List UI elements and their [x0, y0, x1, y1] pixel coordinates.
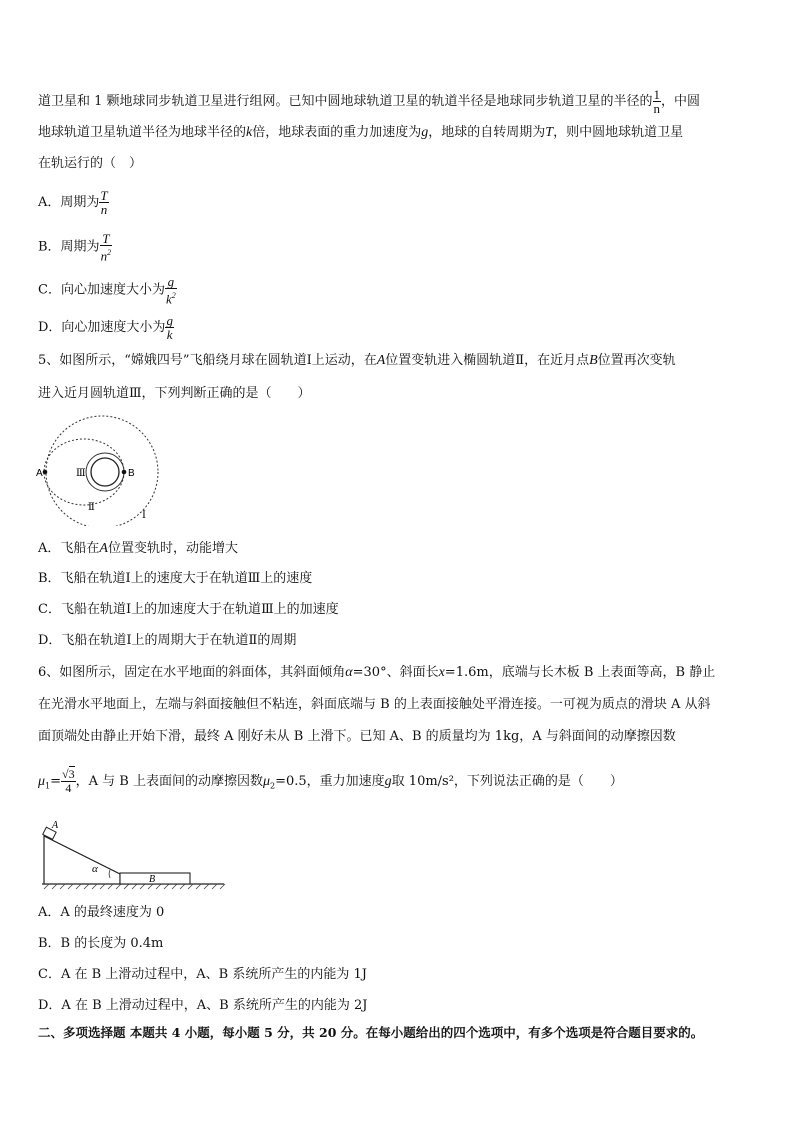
point-a: [43, 470, 48, 475]
q5-option-b[interactable]: B．飞船在轨道Ⅰ上的速度大于在轨道Ⅲ上的速度: [38, 571, 313, 586]
q5-stem-line-1: 5、如图所示，“嫦娥四号”飞船绕月球在圆轨道Ⅰ上运动，在A位置变轨进入椭圆轨道Ⅱ，在近月点B位置再次变轨: [38, 353, 676, 368]
angle-arc: [109, 870, 110, 878]
q4-option-d-fraction: $\frac{g}{k}$: [166, 313, 173, 342]
q5-orbit-diagram: [36, 414, 164, 526]
q6-option-c[interactable]: C．A 在 B 上滑动过程中，A、B 系统所产生的内能为 1J: [38, 967, 367, 982]
q4-stem-line-1: 道卫星和 1 颗地球同步轨道卫星进行组网。已知中圆地球轨道卫星的轨道半径是地球同步轨道卫星的半径的 $\frac{1}{n}$ ，中圆: [38, 87, 701, 116]
q5-option-c[interactable]: C．飞船在轨道Ⅰ上的加速度大于在轨道Ⅲ上的加速度: [38, 602, 339, 617]
section-2-heading: 二、多项选择题 本题共 4 小题，每小题 5 分，共 20 分。在每小题给出的四个选项中，有多个选项是符合题目要求的。: [38, 1025, 704, 1040]
label-a: A: [52, 820, 59, 831]
q4-option-a-fraction: $\frac{T}{n}$: [100, 188, 108, 217]
q5-stem-line-2: 进入近月圆轨道Ⅲ，下列判断正确的是（ ）: [38, 386, 311, 401]
q6-option-d[interactable]: D．A 在 B 上滑动过程中，A、B 系统所产生的内能为 2J: [38, 998, 368, 1013]
label-alpha: α: [92, 863, 98, 875]
label-ii: Ⅱ: [88, 502, 95, 513]
q6-stem-line-4: $\mu_1=$ $\frac{√3}{4}$ ，A 与 B 上表面间的动摩擦因数$\mu_2=0.5$，重力加速度g取 10m/s²，下列说法正确的是（ ）: [38, 767, 623, 795]
q4-option-d[interactable]: D．向心加速度大小为 $\frac{g}{k}$: [38, 313, 173, 342]
q6-incline-diagram: [36, 818, 228, 890]
label-b: B: [128, 468, 135, 479]
q6-stem-line-3: 面顶端处由静止开始下滑，最终 A 刚好未从 B 上滑下。已知 A、B 的质量均为 1kg，A 与斜面间的动摩擦因数: [38, 729, 676, 744]
point-b: [122, 470, 127, 475]
q5-option-a[interactable]: A．飞船在A位置变轨时，动能增大: [38, 541, 238, 556]
q4-stem-line-3: 在轨运行的（ ）: [38, 156, 143, 171]
moon: [91, 458, 119, 486]
q4-option-b-fraction: $\frac{T}{n^2}$: [100, 231, 112, 264]
q6-sqrt3-over-4: $\frac{√3}{4}$: [62, 767, 75, 795]
q6-option-a[interactable]: A．A 的最终速度为 0: [38, 905, 165, 920]
q4-option-c[interactable]: C．向心加速度大小为 $\frac{g}{k^2}$: [38, 274, 176, 307]
q4-text-1: 道卫星和 1 颗地球同步轨道卫星进行组网。已知中圆地球轨道卫星的轨道半径是地球同步轨道卫星的半径的: [38, 94, 653, 109]
q4-option-a[interactable]: A．周期为 $\frac{T}{n}$: [38, 188, 108, 217]
q4-option-c-fraction: $\frac{g}{k^2}$: [165, 274, 176, 307]
q6-option-b[interactable]: B．B 的长度为 0.4m: [38, 936, 164, 951]
q4-fraction-1-over-n: $\frac{1}{n}$: [653, 87, 661, 116]
ground-hatch: [44, 884, 225, 889]
orbit-iii: [86, 453, 124, 491]
q5-option-d[interactable]: D．飞船在轨道Ⅰ上的周期大于在轨道Ⅱ的周期: [38, 633, 297, 648]
q4-option-b[interactable]: B．周期为 $\frac{T}{n^2}$: [38, 231, 112, 264]
incline: [44, 836, 120, 884]
q6-stem-line-1: 6、如图所示，固定在水平地面的斜面体，其斜面倾角α=30°、斜面长x=1.6m，底端与长木板 B 上表面等高，B 静止: [38, 665, 716, 680]
label-b: B: [149, 874, 156, 885]
label-i: Ⅰ: [142, 510, 146, 521]
label-iii: Ⅲ: [76, 468, 86, 479]
q6-stem-line-2: 在光滑水平地面上，左端与斜面接触但不粘连，斜面底端与 B 的上表面接触处平滑连接。一可视为质点的滑块 A 从斜: [38, 697, 711, 712]
label-a: A: [36, 468, 43, 479]
sqrt-icon: √: [62, 767, 69, 781]
q4-stem-line-2: 地球轨道卫星轨道半径为地球半径的k倍，地球表面的重力加速度为g，地球的自转周期为T，则中圆地球轨道卫星: [38, 125, 684, 140]
